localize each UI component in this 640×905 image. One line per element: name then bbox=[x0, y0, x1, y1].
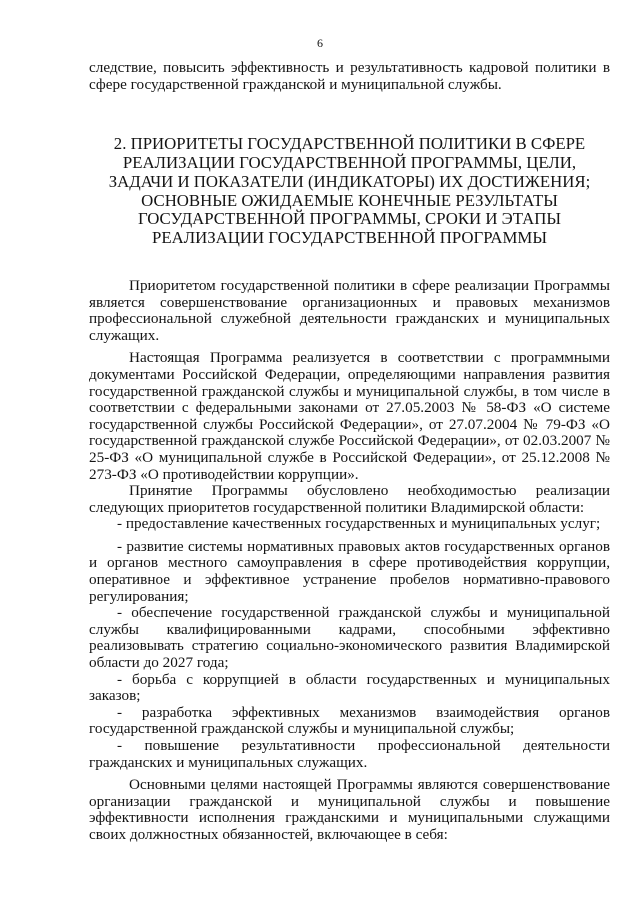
paragraph-goals: Основными целями настоящей Программы являются совершенствование организации гражданской и муниципальной службы и повышение эффективности исполнения гражданскими и муниципальными служащими своих должностных обязанностей, включающее в себя: bbox=[89, 776, 610, 843]
paragraph-legal-basis: Настоящая Программа реализуется в соответствии с программными документами Российской Федерации, определяющими направления развития государственной гражданской службы и муниципальной службы, в том числе в соответствии с федеральными законами от 27.05.2003 № 58-ФЗ «О системе государственной службы Российской Федерации», от 27.07.2004 № 79-ФЗ «О государственной гражданской службе Российской Федерации», от 02.03.2007 № 25-ФЗ «О муниципальной службе в Российской Федерации», от 25.12.2008 № 273-ФЗ «О противодействии коррупции». bbox=[89, 349, 610, 483]
list-item: - предоставление качественных государственных и муниципальных услуг; bbox=[117, 515, 601, 533]
list-item: - борьба с коррупцией в области государственных и муниципальных заказов; bbox=[89, 670, 610, 705]
page-number: 6 bbox=[317, 36, 323, 50]
paragraph-adoption: Принятие Программы обусловлено необходимостью реализации следующих приоритетов государственной политики Владимирской области: bbox=[89, 482, 610, 516]
document-body bbox=[89, 60, 610, 844]
list-item: - повышение результативности профессиональной деятельности гражданских и муниципальных служащих. bbox=[89, 737, 610, 771]
list-item: - обеспечение государственной гражданской службы и муниципальной службы квалифицированными кадрами, способными эффективно реализовывать стратегию социально-экономического развития Владимирской области до 2027 года; bbox=[89, 604, 610, 672]
section-heading: 2. ПРИОРИТЕТЫ ГОСУДАРСТВЕННОЙ ПОЛИТИКИ В СФЕРЕ РЕАЛИЗАЦИИ ГОСУДАРСТВЕННОЙ ПРОГРАММЫ, ЦЕЛИ, ЗАДАЧИ И ПОКАЗАТЕЛИ (ИНДИКАТОРЫ) ИХ ДОСТИЖЕНИЯ; ОСНОВНЫЕ ОЖИДАЕМЫЕ КОНЕЧНЫЕ РЕЗУЛЬТАТЫ ГОСУДАРСТВЕННОЙ ПРОГРАММЫ, СРОКИ И ЭТАПЫ РЕАЛИЗАЦИИ ГОСУДАРСТВЕННОЙ ПРОГРАММЫ bbox=[108, 134, 591, 248]
list-item: - развитие системы нормативных правовых актов государственных органов и органов местного самоуправления в сфере противодействия коррупции, оперативное и эффективное устранение пробелов нормативно-правового регулирования; bbox=[89, 537, 610, 605]
paragraph-priority: Приоритетом государственной политики в сфере реализации Программы является совершенствование организационных и правовых механизмов профессиональной служебной деятельности гражданских и муниципальных служащих. bbox=[89, 276, 610, 344]
list-item: - разработка эффективных механизмов взаимодействия органов государственной гражданской службы и муниципальной службы; bbox=[89, 703, 610, 738]
continuation-paragraph: следствие, повысить эффективность и результативность кадровой политики в сфере государственной гражданской и муниципальной службы. bbox=[89, 59, 610, 93]
